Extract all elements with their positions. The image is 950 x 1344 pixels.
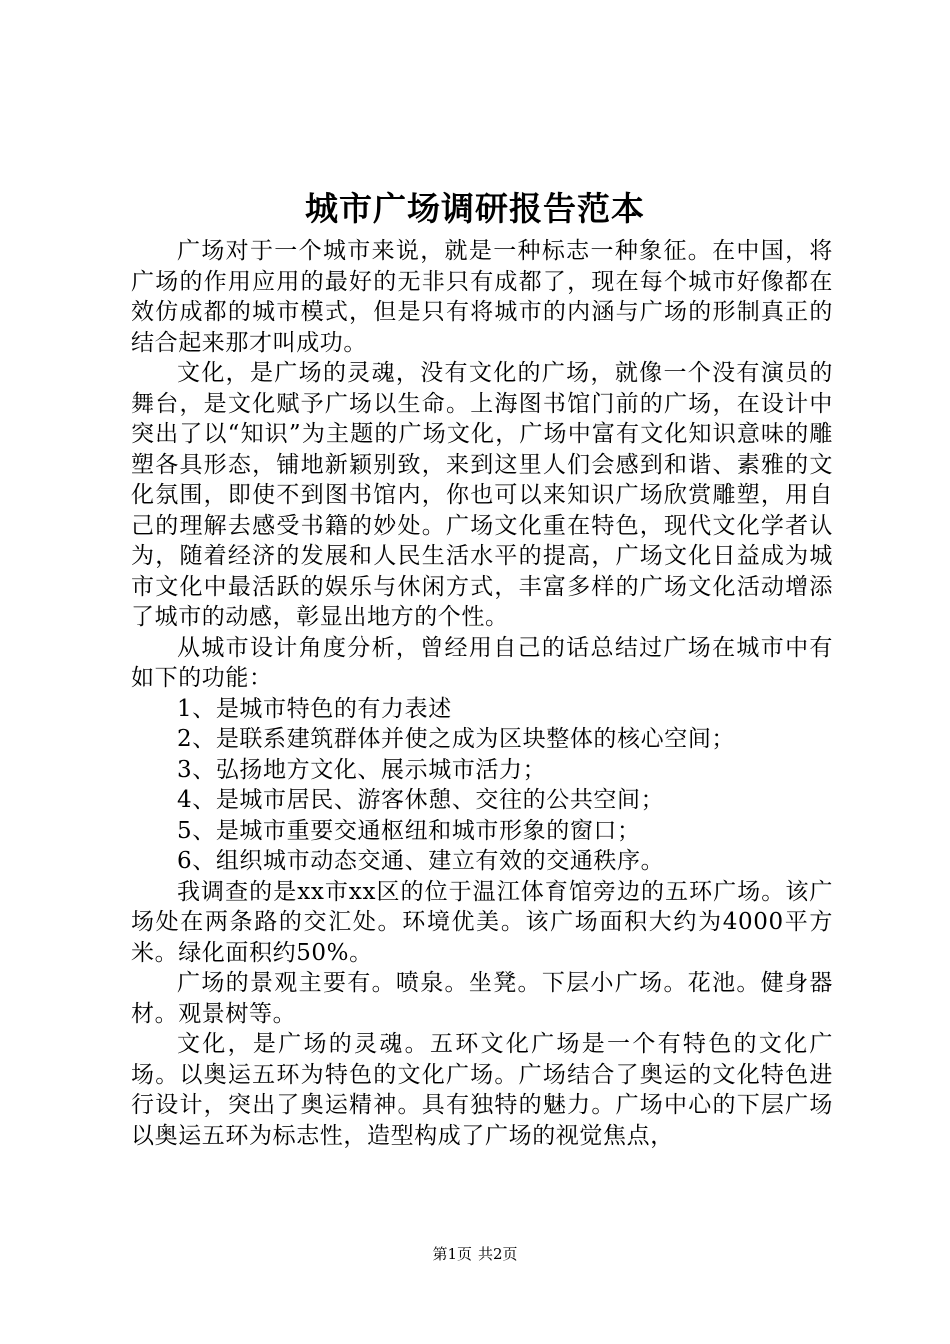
function-item-2: 2、是联系建筑群体并使之成为区块整体的核心空间；: [177, 726, 736, 752]
paragraph-landscape: 广场的景观主要有。喷泉。坐凳。下层小广场。花池。健身器材。观景树等。: [131, 970, 833, 1027]
function-item-6: 6、组织城市动态交通、建立有效的交通秩序。: [177, 848, 665, 874]
paragraph-functions-intro: 从城市设计角度分析，曾经用自己的话总结过广场在城市中有如下的功能：: [131, 634, 833, 691]
document-body: [131, 236, 833, 1151]
function-item-5: 5、是城市重要交通枢纽和城市形象的窗口；: [177, 817, 641, 844]
function-item-3: 3、弘扬地方文化、展示城市活力；: [177, 756, 547, 783]
paragraph-culture: 文化，是广场的灵魂，没有文化的广场，就像一个没有演员的舞台，是文化赋予广场以生命。上海图书馆门前的广场，在设计中突出了以“知识”为主题的广场文化，广场中富有文化知识意味的雕塑各具形态，铺地新颖别致，来到这里人们会感到和谐、素雅的文化氛围，即使不到图书馆内，你也可以来知识广场欣赏雕塑，用自己的理解去感受书籍的妙处。广场文化重在特色，现代文化学者认为，随着经济的发展和人民生活水平的提高，广场文化日益成为城市文化中最活跃的娱乐与休闲方式，丰富多样的广场文化活动增添了城市的动感，彰显出地方的个性。: [131, 360, 833, 630]
paragraph-intro: 广场对于一个城市来说，就是一种标志一种象征。在中国，将广场的作用应用的最好的无非只有成都了，现在每个城市好像都在效仿成都的城市模式，但是只有将城市的内涵与广场的形制真正的结合起来那才叫成功。: [131, 238, 833, 356]
paragraph-wuhuan-culture: 文化，是广场的灵魂。五环文化广场是一个有特色的文化广场。以奥运五环为特色的文化广场。广场结合了奥运的文化特色进行设计，突出了奥运精神。具有独特的魅力。广场中心的下层广场以奥运五环为标志性，造型构成了广场的视觉焦点，: [131, 1031, 833, 1149]
document-title: 城市广场调研报告范本: [305, 189, 645, 228]
function-item-1: 1、是城市特色的有力表述: [177, 695, 452, 722]
page-number-total: 共2页: [478, 1245, 518, 1263]
function-item-4: 4、是城市居民、游客休憩、交往的公共空间；: [177, 787, 665, 813]
page-number-current: 第1页: [432, 1245, 472, 1263]
page-footer: [0, 1244, 950, 1264]
paragraph-survey: 我调查的是xx市xx区的位于温江体育馆旁边的五环广场。该广场处在两条路的交汇处。环境优美。该广场面积大约为4000平方米。绿化面积约50%。: [131, 878, 833, 966]
